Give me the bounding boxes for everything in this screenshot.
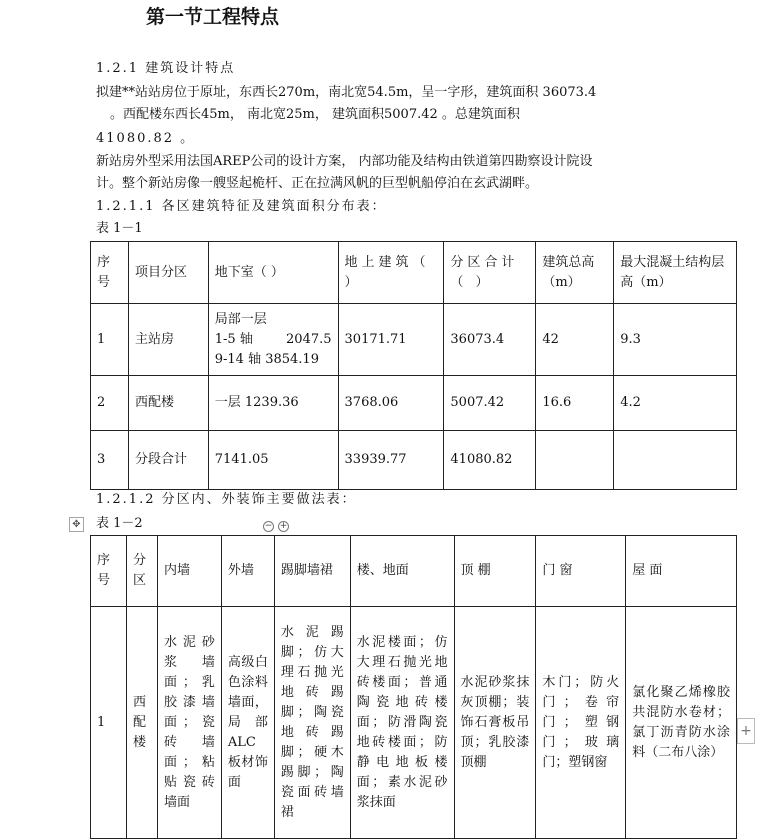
header-cell: 顶 棚 bbox=[454, 536, 536, 607]
paragraph-2-line-2: 计。整个新站房像一艘竖起桅杆、正在拉满风帆的巨型帆船停泊在玄武湖畔。 bbox=[96, 176, 539, 191]
header-cell: 最大混凝土结构层高（m） bbox=[614, 242, 737, 304]
header-cell: 门 窗 bbox=[536, 536, 626, 607]
basement-line: 9-14 轴 3854.19 bbox=[214, 351, 319, 367]
header-cell: 分区合计（ ） bbox=[444, 242, 536, 304]
cell-roof: 氯化聚乙烯橡胶共混防水卷材；氯丁沥青防水涂料（二布八涂） bbox=[626, 607, 737, 839]
page-heading: 第一节工程特点 bbox=[146, 6, 280, 28]
cell-total: 41080.82 bbox=[444, 431, 536, 490]
cell-zone: 主站房 bbox=[128, 304, 208, 376]
paragraph-1-line-2: 。西配楼东西长45m， 南北宽25m， 建筑面积5007.42 。总建筑面积 bbox=[110, 107, 520, 122]
header-cell: 外墙 bbox=[221, 536, 274, 607]
table-2-caption: 表 1－2 bbox=[96, 516, 143, 531]
cell-basement bbox=[208, 304, 338, 376]
cell-zone: 西配楼 bbox=[128, 376, 208, 431]
building-area-table bbox=[90, 241, 737, 490]
header-cell: 建筑总高（m） bbox=[536, 242, 614, 304]
cell-outer-wall: 高级白色涂料墙面，局部ALC板材饰面 bbox=[221, 607, 274, 839]
cell-skirting: 水泥踢脚；仿大理石抛光地砖踢脚；陶瓷地砖踢脚；硬木踢脚；陶瓷面砖墙裙 bbox=[274, 607, 350, 839]
cell-above: 3768.06 bbox=[338, 376, 444, 431]
header-cell: 踢脚墙裙 bbox=[274, 536, 350, 607]
table-row bbox=[91, 431, 737, 490]
table-row bbox=[91, 607, 737, 839]
add-column-button[interactable]: + bbox=[737, 718, 755, 744]
cell-zone: 分段合计 bbox=[128, 431, 208, 490]
header-cell: 内墙 bbox=[157, 536, 221, 607]
header-cell: 屋 面 bbox=[626, 536, 737, 607]
cell-above: 30171.71 bbox=[338, 304, 444, 376]
decoration-methods-table bbox=[90, 535, 737, 839]
insert-column-icon[interactable]: + bbox=[279, 521, 288, 531]
basement-line: 局部一层 bbox=[214, 311, 267, 327]
paragraph-2-line-1: 新站房外型采用法国AREP公司的设计方案， 内部功能及结构由铁道第四勘察设计院设 bbox=[96, 154, 593, 169]
paragraph-1-line-3: 41080.82 。 bbox=[96, 131, 196, 146]
cell-inner-wall: 水泥砂浆墙面；乳胶漆墙面；瓷砖墙面；粘贴瓷砖墙面 bbox=[157, 607, 221, 839]
cell-total: 5007.42 bbox=[444, 376, 536, 431]
cell-total: 36073.4 bbox=[444, 304, 536, 376]
header-cell: 地下室（ ） bbox=[208, 242, 338, 304]
header-cell: 序号 bbox=[91, 242, 129, 304]
cell-floor bbox=[614, 431, 737, 490]
cell-floor: 水泥楼面；仿大理石抛光地砖楼面；普通陶瓷地砖楼面；防滑陶瓷地砖楼面；防静电地板楼面；素水泥砂浆抹面 bbox=[350, 607, 454, 839]
cell-no: 2 bbox=[91, 376, 129, 431]
section-heading-1-2-1-2: 1.2.1.2 分区内、外装饰主要做法表： bbox=[96, 492, 357, 507]
cell-basement: 7141.05 bbox=[208, 431, 338, 490]
header-cell: 序号 bbox=[91, 536, 127, 607]
table-header-row bbox=[91, 242, 737, 304]
cell-height: 16.6 bbox=[536, 376, 614, 431]
cell-ceiling: 水泥砂浆抹灰顶棚；装饰石膏板吊顶；乳胶漆顶棚 bbox=[454, 607, 536, 839]
cell-door-window: 木门；防火门；卷帘门；塑钢门；玻璃门；塑钢窗 bbox=[536, 607, 626, 839]
section-heading-1-2-1-1: 1.2.1.1 各区建筑特征及建筑面积分布表： bbox=[96, 199, 387, 214]
cell-no: 3 bbox=[91, 431, 129, 490]
paragraph-1-line-1: 拟建**站站房位于原址，东西长270m，南北宽54.5m，呈一字形，建筑面积 36073.4 bbox=[96, 85, 597, 100]
header-cell: 楼、地面 bbox=[350, 536, 454, 607]
cell-height bbox=[536, 431, 614, 490]
header-cell: 项目分区 bbox=[128, 242, 208, 304]
cell-height: 42 bbox=[536, 304, 614, 376]
table-row bbox=[91, 304, 737, 376]
table-header-row bbox=[91, 536, 737, 607]
cell-above: 33939.77 bbox=[338, 431, 444, 490]
header-cell: 地上建筑（ ） bbox=[338, 242, 444, 304]
cell-floor: 4.2 bbox=[614, 376, 737, 431]
cell-no: 1 bbox=[91, 304, 129, 376]
table-move-handle-icon[interactable]: ✥ bbox=[69, 517, 84, 532]
cell-basement: 一层 1239.36 bbox=[208, 376, 338, 431]
table-1-caption: 表 1－1 bbox=[96, 221, 143, 236]
basement-line bbox=[215, 330, 332, 350]
cell-no: 1 bbox=[91, 607, 127, 839]
basement-value: 2047.5 bbox=[286, 331, 332, 347]
header-cell: 分区 bbox=[126, 536, 157, 607]
cell-floor: 9.3 bbox=[614, 304, 737, 376]
table-row bbox=[91, 376, 737, 431]
basement-axis: 1-5 轴 bbox=[214, 331, 253, 347]
section-heading-1-2-1: 1.2.1 建筑设计特点 bbox=[96, 61, 236, 76]
delete-column-icon[interactable]: − bbox=[264, 521, 273, 531]
cell-zone: 西配楼 bbox=[126, 607, 157, 839]
